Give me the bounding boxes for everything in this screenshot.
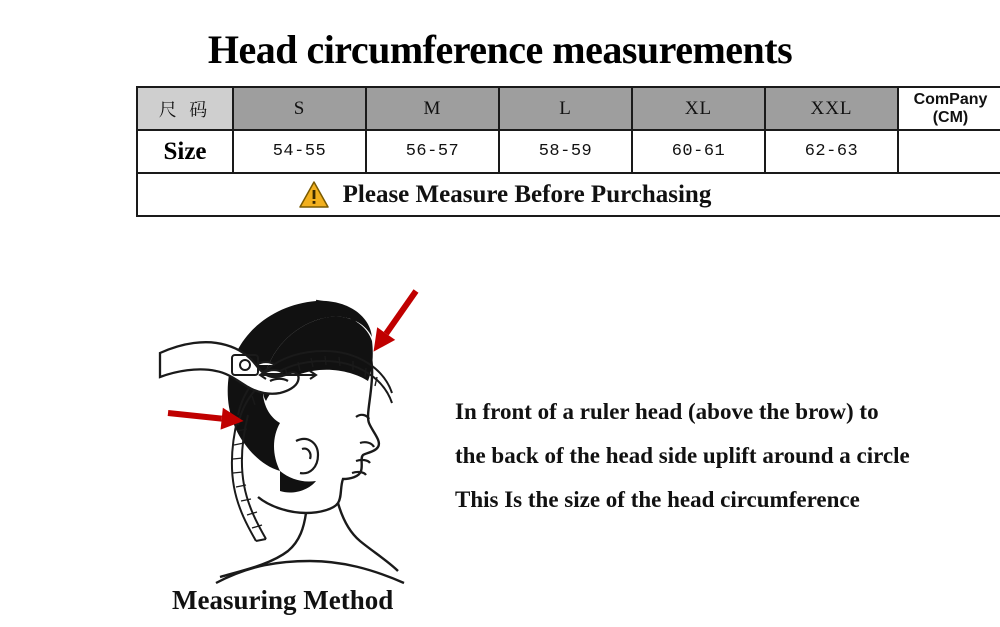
size-table-container (136, 86, 1000, 217)
table-notice-row (137, 173, 1000, 216)
table-cell-xl: 60-61 (632, 130, 765, 173)
size-table (136, 86, 1000, 217)
table-header-cell-xl: XL (632, 87, 765, 130)
table-header-cell-s: S (233, 87, 366, 130)
table-cell-company (898, 130, 1000, 173)
table-cell-s: 54-55 (233, 130, 366, 173)
warning-triangle-icon (299, 181, 329, 208)
head-measuring-diagram (120, 265, 480, 585)
table-cell-xxl: 62-63 (765, 130, 898, 173)
table-row-label-size: Size (137, 130, 233, 173)
description-line-3: This Is the size of the head circumference (455, 487, 860, 512)
table-row (137, 130, 1000, 173)
table-header-cell-xxl: XXL (765, 87, 898, 130)
table-cell-m: 56-57 (366, 130, 499, 173)
description-block (455, 400, 1000, 511)
table-header-cell-m: M (366, 87, 499, 130)
table-notice-cell (137, 173, 1000, 216)
page-title: Head circumference measurements (207, 27, 793, 72)
table-header-cell-size-cn: 尺 码 (137, 87, 233, 130)
measuring-method-caption: Measuring Method (172, 585, 394, 615)
table-notice-text: Please Measure Before Purchasing (342, 180, 712, 208)
table-header-row (137, 87, 1000, 130)
description-line-1: In front of a ruler head (above the brow) to (455, 399, 879, 424)
table-header-cell-l: L (499, 87, 632, 130)
table-cell-l: 58-59 (499, 130, 632, 173)
table-header-cell-company: ComPany (CM) (898, 87, 1000, 130)
description-line-2: the back of the head side uplift around a circle (455, 443, 910, 468)
